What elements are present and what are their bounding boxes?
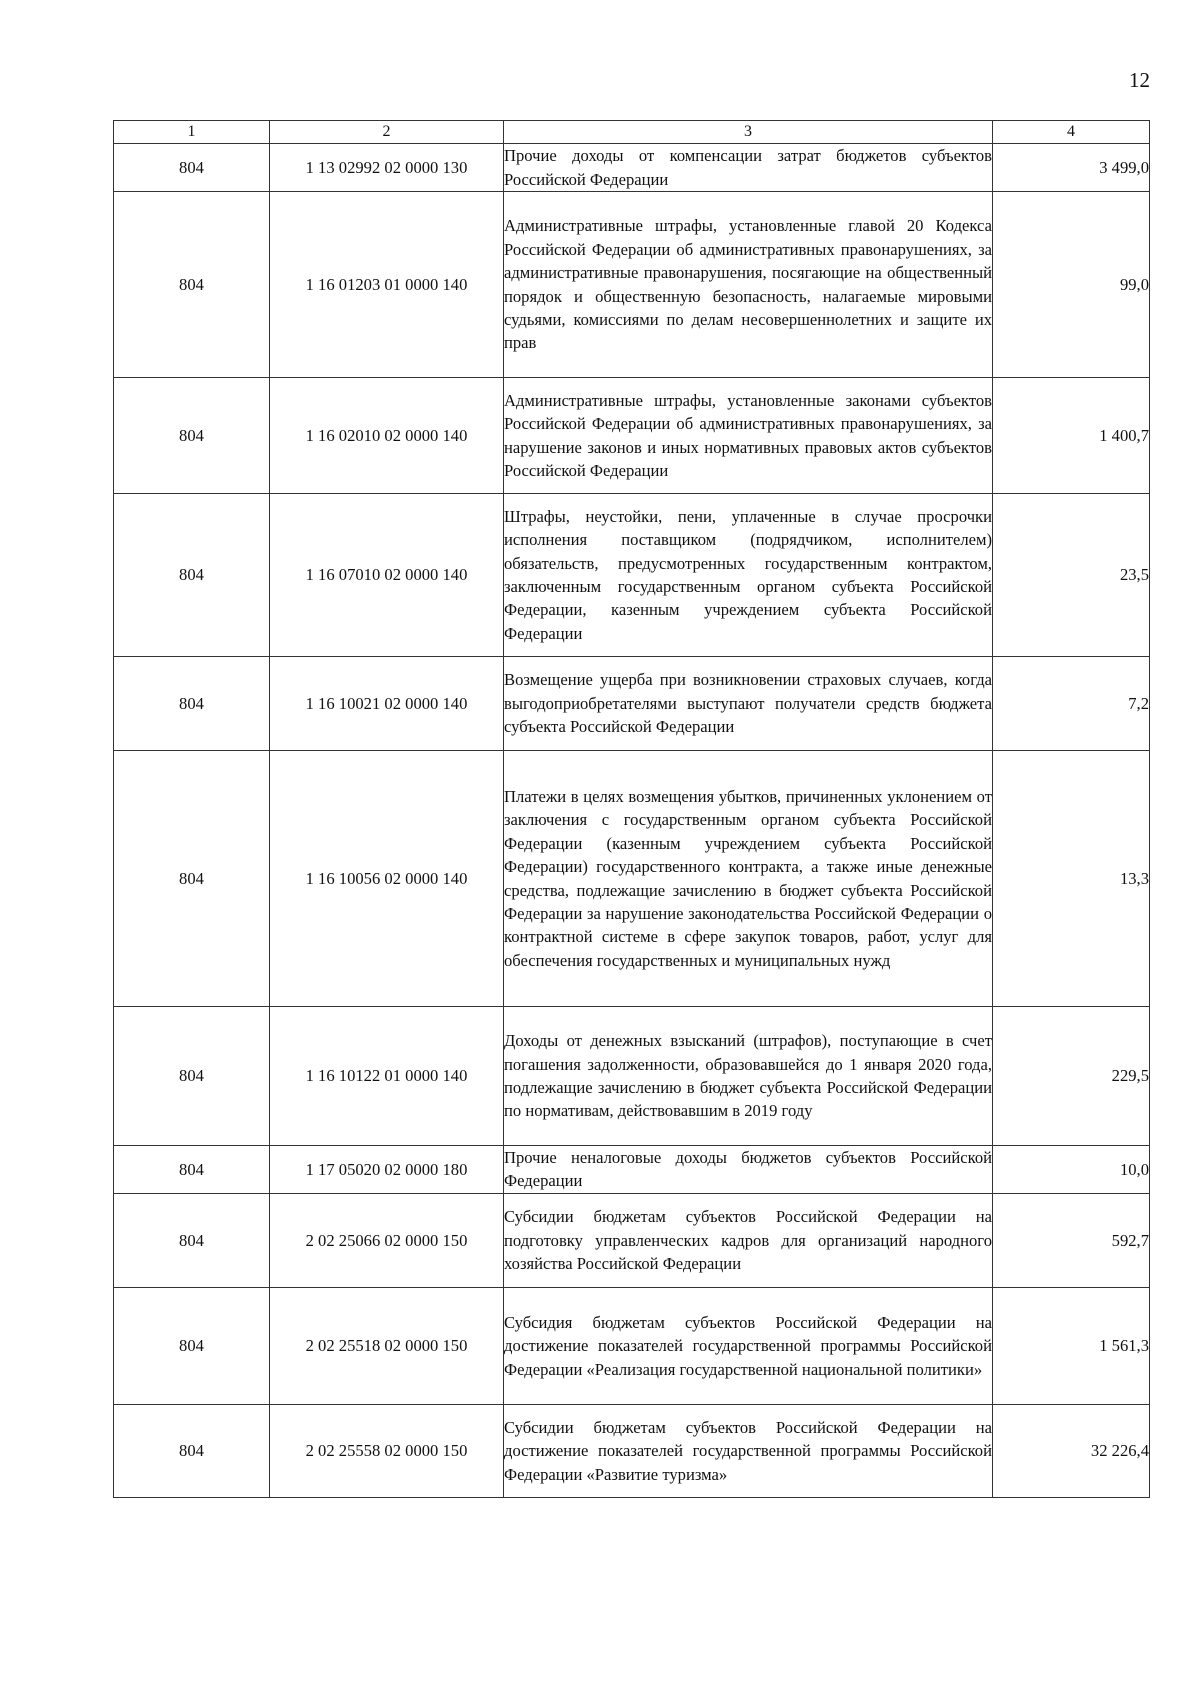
amount-cell: 32 226,4 bbox=[993, 1404, 1150, 1497]
amount-cell: 1 400,7 bbox=[993, 378, 1150, 494]
budget-code-cell: 1 16 10056 02 0000 140 bbox=[270, 751, 504, 1007]
table-row bbox=[114, 751, 1150, 1007]
budget-code-cell: 1 16 01203 01 0000 140 bbox=[270, 192, 504, 378]
amount-cell: 3 499,0 bbox=[993, 144, 1150, 192]
revenue-name-cell: Административные штрафы, установленные законами субъектов Российской Федерации об административных правонарушениях, за нарушение законов и иных нормативных правовых актов субъектов Российской Федерации bbox=[504, 378, 993, 494]
table-row bbox=[114, 1007, 1150, 1146]
admin-code-cell: 804 bbox=[114, 144, 270, 192]
budget-code-cell: 1 16 02010 02 0000 140 bbox=[270, 378, 504, 494]
table-row bbox=[114, 1146, 1150, 1194]
revenue-name-cell: Административные штрафы, установленные главой 20 Кодекса Российской Федерации об административных правонарушениях, за административные правонарушения, посягающие на общественный порядок и общественную безопасность, налагаемые мировыми судьями, комиссиями по делам несовершеннолетних и защите их прав bbox=[504, 192, 993, 378]
admin-code-cell: 804 bbox=[114, 1193, 270, 1287]
budget-code-cell: 1 16 07010 02 0000 140 bbox=[270, 494, 504, 657]
amount-cell: 23,5 bbox=[993, 494, 1150, 657]
table-row bbox=[114, 1404, 1150, 1497]
amount-cell: 10,0 bbox=[993, 1146, 1150, 1194]
column-number: 1 bbox=[114, 121, 270, 144]
table-row bbox=[114, 657, 1150, 751]
admin-code-cell: 804 bbox=[114, 657, 270, 751]
revenue-name-cell: Субсидии бюджетам субъектов Российской Федерации на подготовку управленческих кадров для организаций народного хозяйства Российской Федерации bbox=[504, 1193, 993, 1287]
admin-code-cell: 804 bbox=[114, 192, 270, 378]
table-row bbox=[114, 144, 1150, 192]
page-number: 12 bbox=[1129, 68, 1150, 92]
admin-code-cell: 804 bbox=[114, 1146, 270, 1194]
revenue-name-cell: Субсидии бюджетам субъектов Российской Федерации на достижение показателей государственной программы Российской Федерации «Развитие туризма» bbox=[504, 1404, 993, 1497]
amount-cell: 229,5 bbox=[993, 1007, 1150, 1146]
amount-cell: 99,0 bbox=[993, 192, 1150, 378]
budget-code-cell: 2 02 25518 02 0000 150 bbox=[270, 1287, 504, 1404]
column-number: 3 bbox=[504, 121, 993, 144]
admin-code-cell: 804 bbox=[114, 1287, 270, 1404]
admin-code-cell: 804 bbox=[114, 378, 270, 494]
amount-cell: 1 561,3 bbox=[993, 1287, 1150, 1404]
admin-code-cell: 804 bbox=[114, 494, 270, 657]
amount-cell: 13,3 bbox=[993, 751, 1150, 1007]
budget-code-cell: 1 16 10021 02 0000 140 bbox=[270, 657, 504, 751]
table-header-row bbox=[114, 121, 1150, 144]
column-number: 4 bbox=[993, 121, 1150, 144]
revenue-name-cell: Прочие доходы от компенсации затрат бюджетов субъектов Российской Федерации bbox=[504, 144, 993, 192]
revenue-name-cell: Доходы от денежных взысканий (штрафов), поступающие в счет погашения задолженности, образовавшейся до 1 января 2020 года, подлежащие зачислению в бюджет субъекта Российской Федерации по нормативам, действовавшим в 2019 году bbox=[504, 1007, 993, 1146]
admin-code-cell: 804 bbox=[114, 751, 270, 1007]
budget-code-cell: 2 02 25066 02 0000 150 bbox=[270, 1193, 504, 1287]
revenue-name-cell: Субсидия бюджетам субъектов Российской Федерации на достижение показателей государственной программы Российской Федерации «Реализация государственной национальной политики» bbox=[504, 1287, 993, 1404]
table-row bbox=[114, 1193, 1150, 1287]
column-number: 2 bbox=[270, 121, 504, 144]
admin-code-cell: 804 bbox=[114, 1404, 270, 1497]
revenue-name-cell: Штрафы, неустойки, пени, уплаченные в случае просрочки исполнения поставщиком (подрядчиком, исполнителем) обязательств, предусмотренных государственным контрактом, заключенным государственным органом субъекта Российской Федерации, казенным учреждением субъекта Российской Федерации bbox=[504, 494, 993, 657]
table-row bbox=[114, 1287, 1150, 1404]
table-row bbox=[114, 192, 1150, 378]
revenue-name-cell: Прочие неналоговые доходы бюджетов субъектов Российской Федерации bbox=[504, 1146, 993, 1194]
table-row bbox=[114, 378, 1150, 494]
budget-code-cell: 1 17 05020 02 0000 180 bbox=[270, 1146, 504, 1194]
admin-code-cell: 804 bbox=[114, 1007, 270, 1146]
revenue-name-cell: Возмещение ущерба при возникновении страховых случаев, когда выгодоприобретателями выступают получатели средств бюджета субъекта Российской Федерации bbox=[504, 657, 993, 751]
budget-code-cell: 2 02 25558 02 0000 150 bbox=[270, 1404, 504, 1497]
budget-code-cell: 1 16 10122 01 0000 140 bbox=[270, 1007, 504, 1146]
revenue-name-cell: Платежи в целях возмещения убытков, причиненных уклонением от заключения с государственным органом субъекта Российской Федерации (казенным учреждением субъекта Российской Федерации) государственного контракта, а также иные денежные средства, подлежащие зачислению в бюджет субъекта Российской Федерации за нарушение законодательства Российской Федерации о контрактной системе в сфере закупок товаров, работ, услуг для обеспечения государственных и муниципальных нужд bbox=[504, 751, 993, 1007]
amount-cell: 7,2 bbox=[993, 657, 1150, 751]
budget-code-cell: 1 13 02992 02 0000 130 bbox=[270, 144, 504, 192]
revenue-table bbox=[113, 120, 1150, 1498]
table-row bbox=[114, 494, 1150, 657]
amount-cell: 592,7 bbox=[993, 1193, 1150, 1287]
